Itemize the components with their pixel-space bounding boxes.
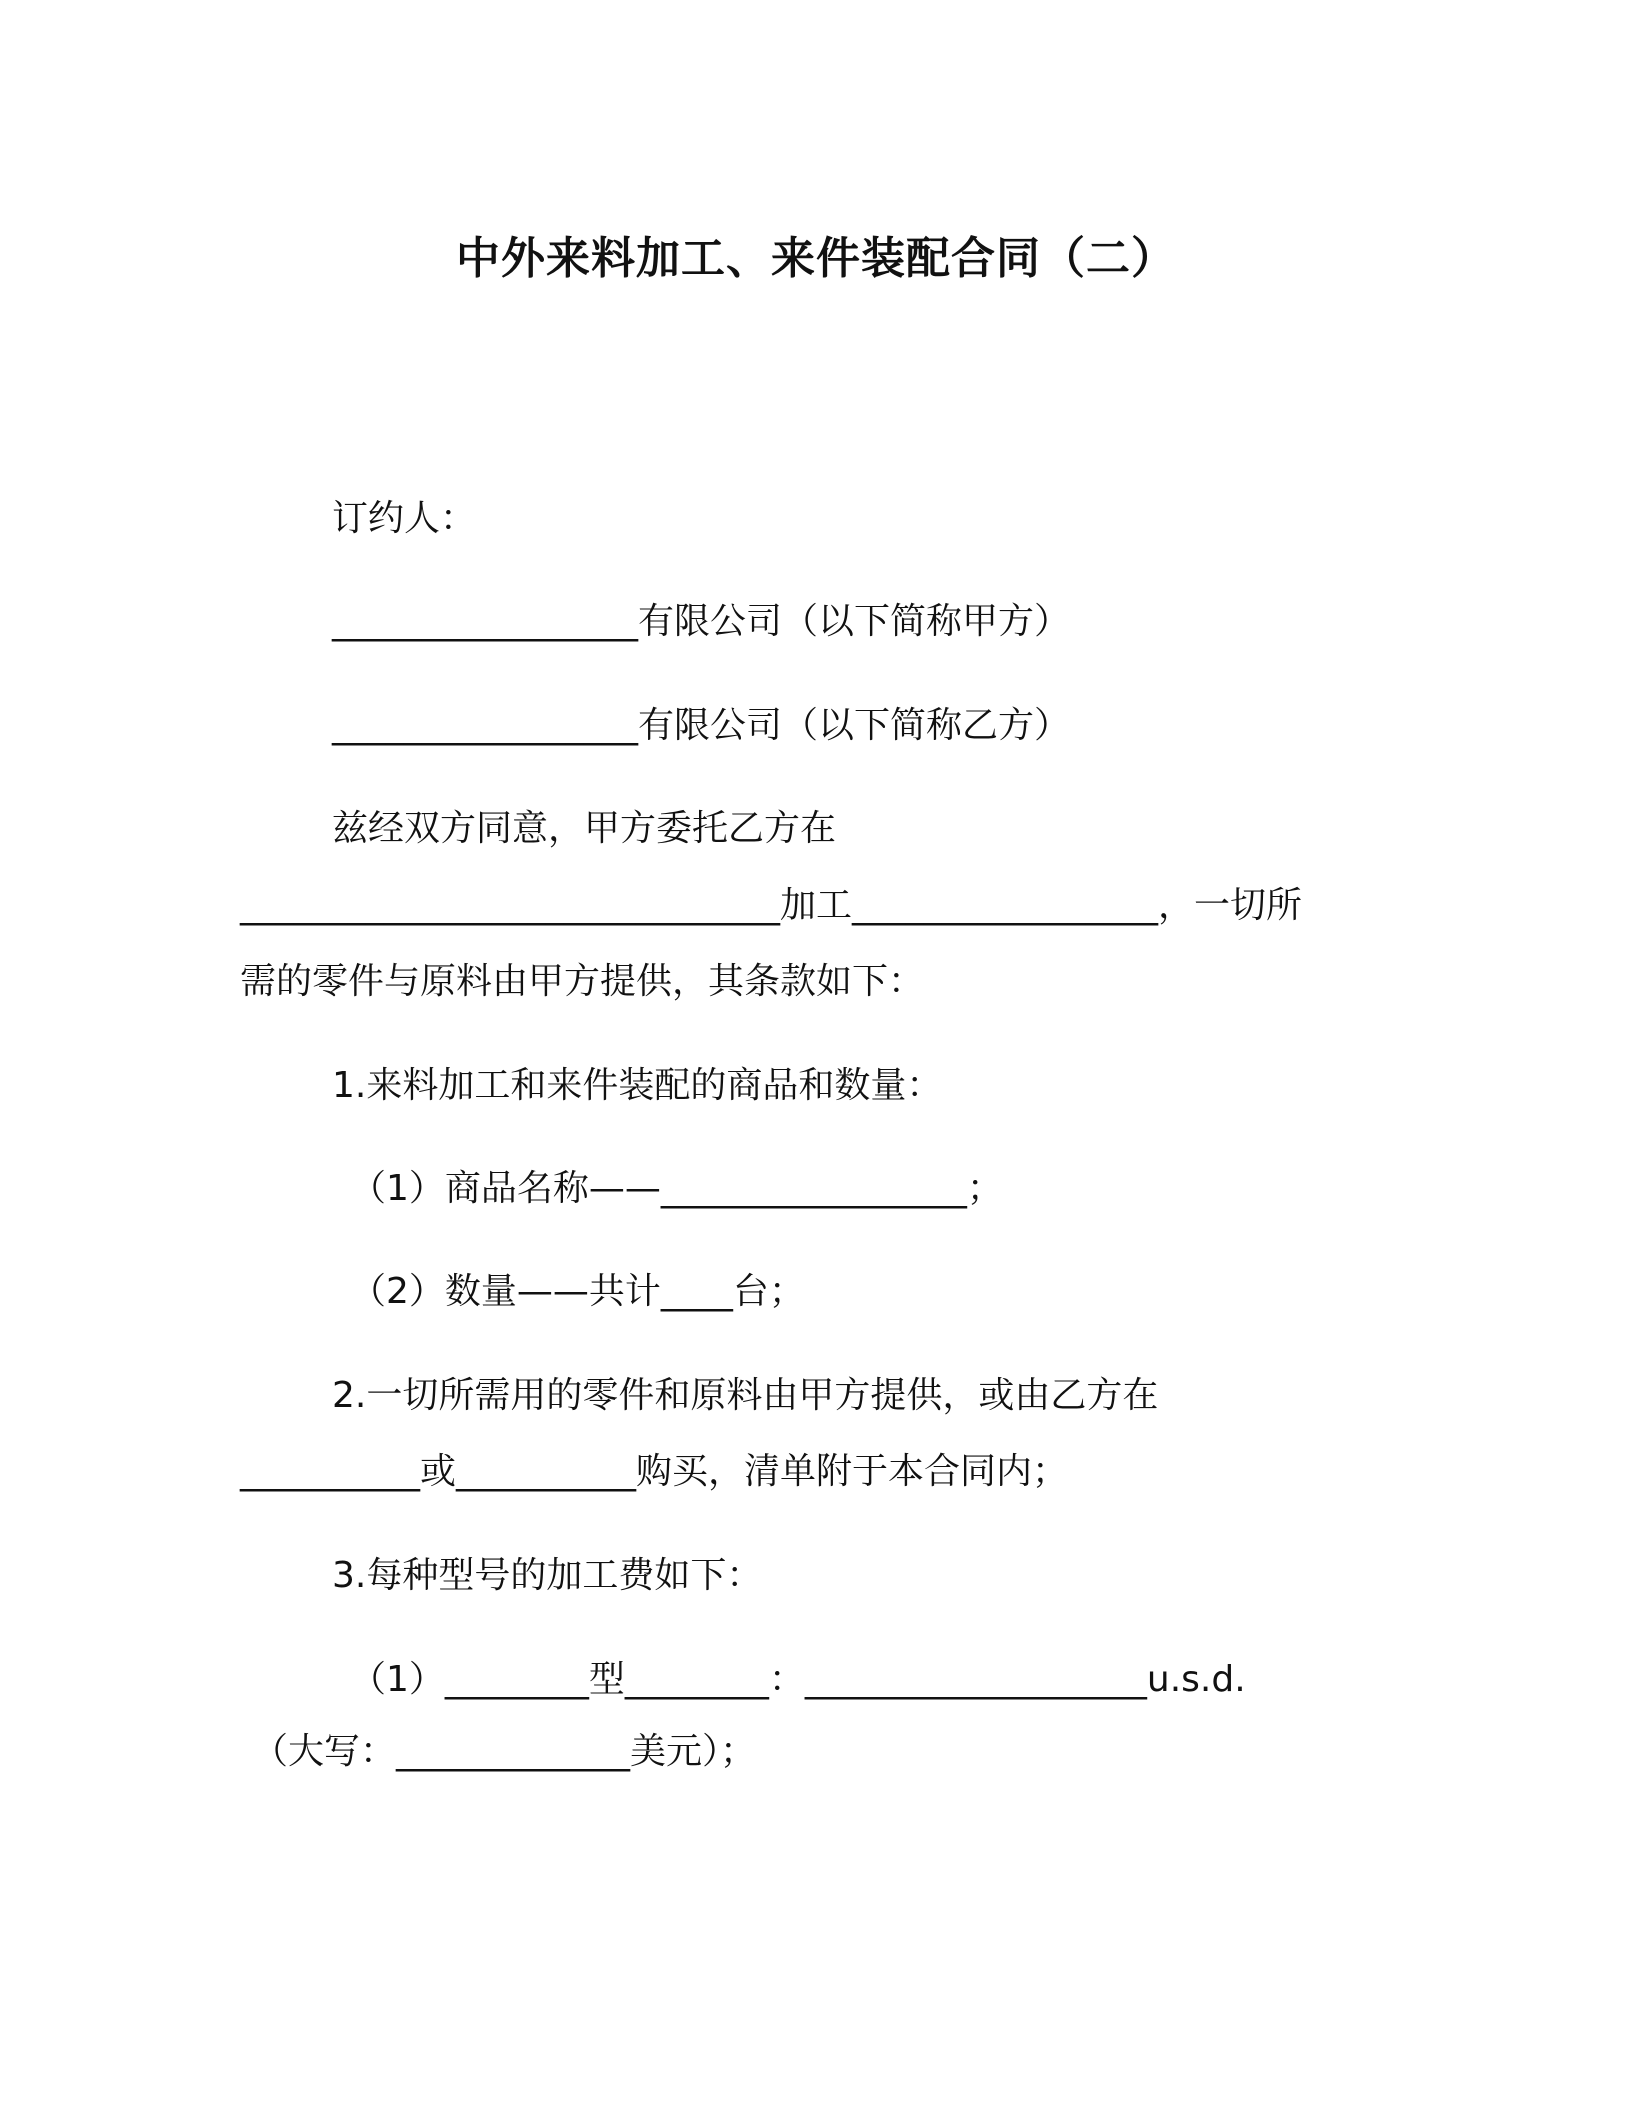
clause-1-heading: 1.来料加工和来件装配的商品和数量： [332,1065,943,1106]
clause-2-cont: __________或__________购买，清单附于本合同内； [240,1451,1069,1492]
document-title: 中外来料加工、来件装配合同（二） [456,233,1176,284]
clause-1-item-2: （2）数量——共计____台； [350,1271,805,1312]
clause-3-item-1-cont: （大写：_____________美元）； [252,1731,757,1772]
clause-2: 2.一切所需用的零件和原料由甲方提供，或由乙方在 [332,1375,1159,1416]
clause-1-item-1: （1）商品名称——_________________； [350,1168,1003,1209]
clause-3-item-1: （1）________型________：___________________u.s.d. [350,1659,1246,1700]
agreement-intro-end: 需的零件与原料由甲方提供，其条款如下： [240,961,925,1002]
agreement-intro: 兹经双方同意，甲方委托乙方在 [332,808,837,849]
party-b-line: _________________有限公司（以下简称乙方） [332,705,1071,746]
agreement-intro-cont: ______________________________加工_________________，一切所 [240,885,1302,926]
parties-heading: 订约人： [332,498,477,539]
party-a-line: _________________有限公司（以下简称甲方） [332,601,1071,642]
clause-3-heading: 3.每种型号的加工费如下： [332,1555,763,1596]
